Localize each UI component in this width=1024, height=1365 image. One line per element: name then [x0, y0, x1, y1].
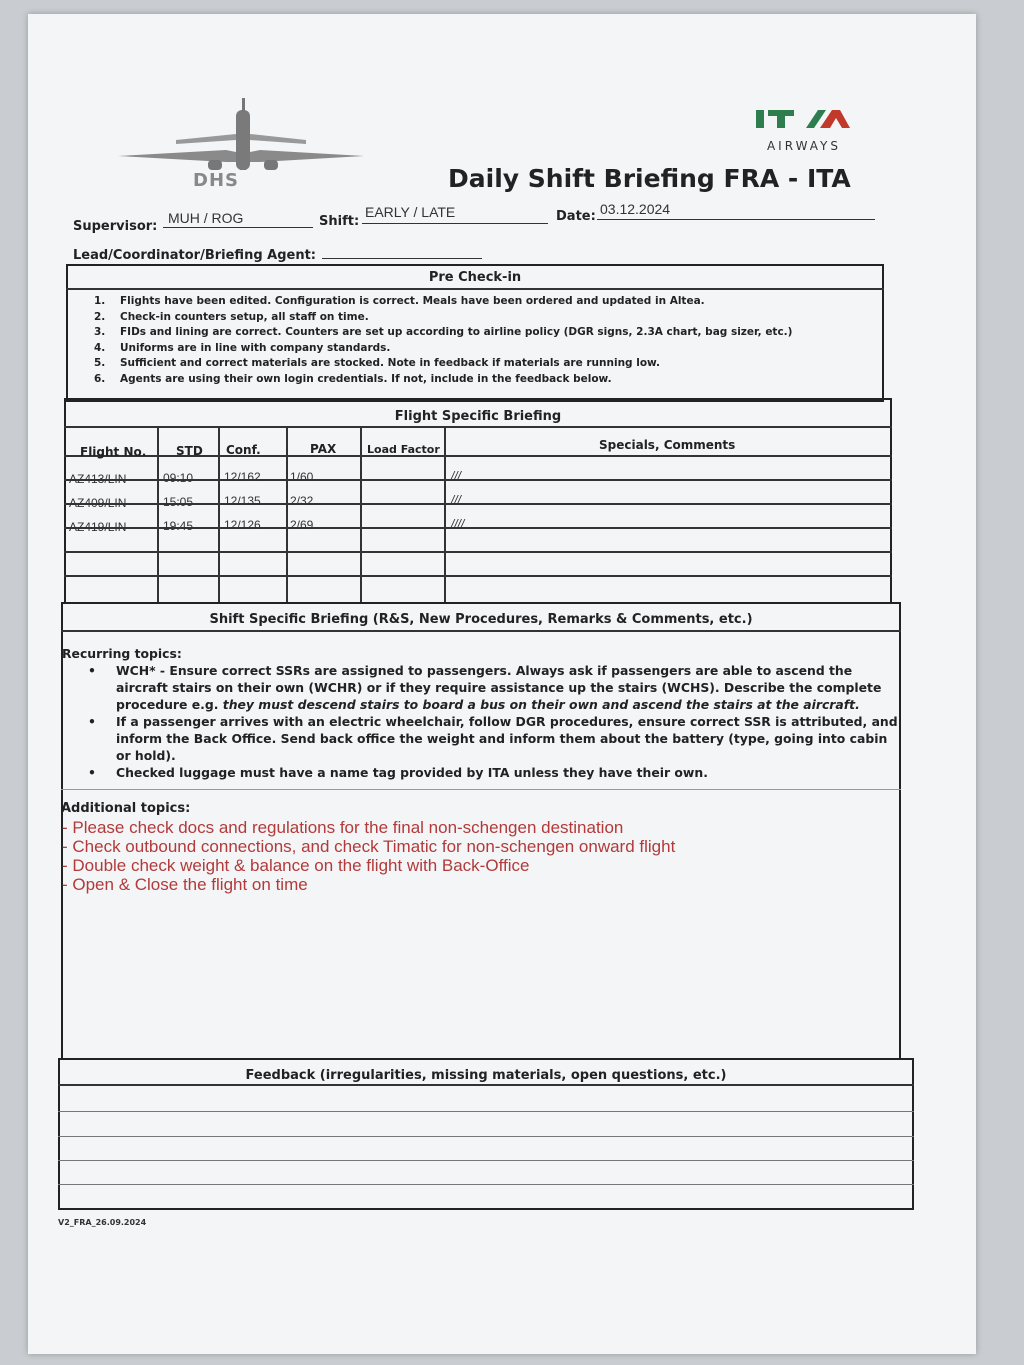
flight-table-col-line — [157, 426, 159, 604]
flight-table-col-line — [218, 426, 220, 604]
feedback-line — [58, 1136, 914, 1137]
additional-topic-item: - Open & Close the flight on time — [62, 875, 308, 894]
recurring-topics — [62, 645, 902, 781]
col-header-load-factor: Load Factor — [367, 443, 440, 456]
table-cell: 15:05 — [163, 495, 194, 509]
table-cell: /// — [451, 493, 462, 507]
flight-table-col-line — [444, 426, 446, 604]
flight-table-row-line — [64, 551, 892, 553]
pre-checkin-title: Pre Check-in — [428, 270, 522, 285]
recurring-topic-item: • Checked luggage must have a name tag provided by ITA unless they have their own. — [62, 764, 902, 781]
table-cell: //// — [451, 517, 465, 531]
shift-label: Shift: — [319, 214, 360, 229]
pre-checkin-divider — [66, 288, 884, 290]
date-label: Date: — [556, 209, 596, 224]
pre-checkin-item: 4. Uniforms are in line with company standards. — [94, 341, 391, 354]
recurring-topic-item: • If a passenger arrives with an electric wheelchair, follow DGR procedures, ensure correct SSR is attributed, and inform the Back Office. Send back office the weight and inform them about the battery (type, going into cabin or hold). — [62, 713, 902, 764]
shift-value: EARLY / LATE — [365, 204, 456, 220]
dhs-logo-text: DHS — [193, 170, 239, 191]
table-cell: /// — [451, 469, 462, 483]
lead-line — [322, 258, 482, 259]
col-header-pax: PAX — [310, 442, 337, 456]
flight-table-top-line — [64, 426, 892, 428]
ita-logo-mark-icon — [754, 106, 854, 132]
additional-topics-label: Additional topics: — [61, 801, 191, 816]
supervisor-label: Supervisor: — [73, 219, 158, 234]
feedback-line — [58, 1111, 914, 1112]
flight-table-row-line — [64, 575, 892, 577]
table-cell: 12/126 — [224, 518, 261, 532]
table-cell: 09:10 — [163, 471, 194, 485]
date-value: 03.12.2024 — [600, 201, 671, 217]
pre-checkin-list — [94, 294, 792, 388]
flight-table-col-line — [286, 426, 288, 604]
shift-briefing-divider — [61, 630, 901, 632]
lead-label: Lead/Coordinator/Briefing Agent: — [73, 248, 317, 263]
table-cell: 12/135 — [224, 494, 261, 508]
additional-topic-item: - Double check weight & balance on the flight with Back-Office — [62, 856, 530, 875]
flight-briefing-title: Flight Specific Briefing — [394, 409, 562, 424]
recurring-topic-item: • WCH* - Ensure correct SSRs are assigned to passengers. Always ask if passengers are able to ascend the aircraft stairs on their own (WCHR) or if they require assistance up the stairs (WCHS). Describe the complete procedure e.g. they must descend stairs to board a bus on their own and ascend the stairs at the aircraft. — [62, 662, 902, 713]
flight-table-col-line — [360, 426, 362, 604]
pre-checkin-item: 3. FIDs and lining are correct. Counters are set up according to airline policy (DGR signs, 2.3A chart, bag sizer, etc.) — [94, 326, 793, 339]
col-header-std: STD — [176, 444, 203, 458]
additional-topic-item: - Check outbound connections, and check Timatic for non-schengen onward flight — [62, 837, 676, 856]
additional-topics-list — [62, 818, 675, 894]
pre-checkin-item: 2. Check-in counters setup, all staff on time. — [94, 310, 369, 323]
ita-airways-logo — [754, 106, 854, 153]
airplane-logo-icon — [116, 98, 366, 183]
version-label: V2_FRA_26.09.2024 — [58, 1218, 147, 1227]
table-cell: AZ409/LIN — [69, 496, 127, 510]
ita-airways-text: AIRWAYS — [766, 139, 842, 153]
topics-divider — [61, 789, 901, 790]
shift-line — [362, 223, 548, 224]
supervisor-value: MUH / ROG — [168, 210, 244, 226]
date-line — [597, 219, 875, 220]
feedback-line — [58, 1160, 914, 1161]
page-title: Daily Shift Briefing FRA - ITA — [448, 164, 851, 193]
table-cell: 19:45 — [163, 519, 194, 533]
table-cell: 12/162 — [224, 470, 261, 484]
feedback-line — [58, 1084, 914, 1086]
col-header-specials: Specials, Comments — [599, 438, 736, 452]
pre-checkin-item: 6. Agents are using their own login credentials. If not, include in the feedback below. — [94, 372, 612, 385]
additional-topic-item: - Please check docs and regulations for the final non-schengen destination — [62, 818, 624, 837]
col-header-conf: Conf. — [226, 443, 261, 457]
feedback-line — [58, 1184, 914, 1185]
recurring-topics-label: Recurring topics: — [62, 646, 182, 661]
feedback-title: Feedback (irregularities, missing materials, open questions, etc.) — [245, 1068, 727, 1083]
shift-briefing-title: Shift Specific Briefing (R&S, New Procedures, Remarks & Comments, etc.) — [209, 612, 753, 627]
supervisor-line — [163, 227, 313, 228]
table-cell: AZ419/LIN — [69, 520, 127, 534]
table-cell: 1/60 — [290, 470, 314, 484]
table-cell: 2/32 — [290, 494, 314, 508]
table-cell: 2/69 — [290, 518, 314, 532]
pre-checkin-item: 1. Flights have been edited. Configuration is correct. Meals have been ordered and updated in Altea. — [94, 295, 705, 307]
pre-checkin-item: 5. Sufficient and correct materials are stocked. Note in feedback if materials are running low. — [94, 357, 661, 370]
table-cell: AZ413/LIN — [69, 472, 127, 486]
col-header-flight-no: Flight No. — [80, 445, 147, 459]
briefing-sheet — [28, 14, 976, 1354]
